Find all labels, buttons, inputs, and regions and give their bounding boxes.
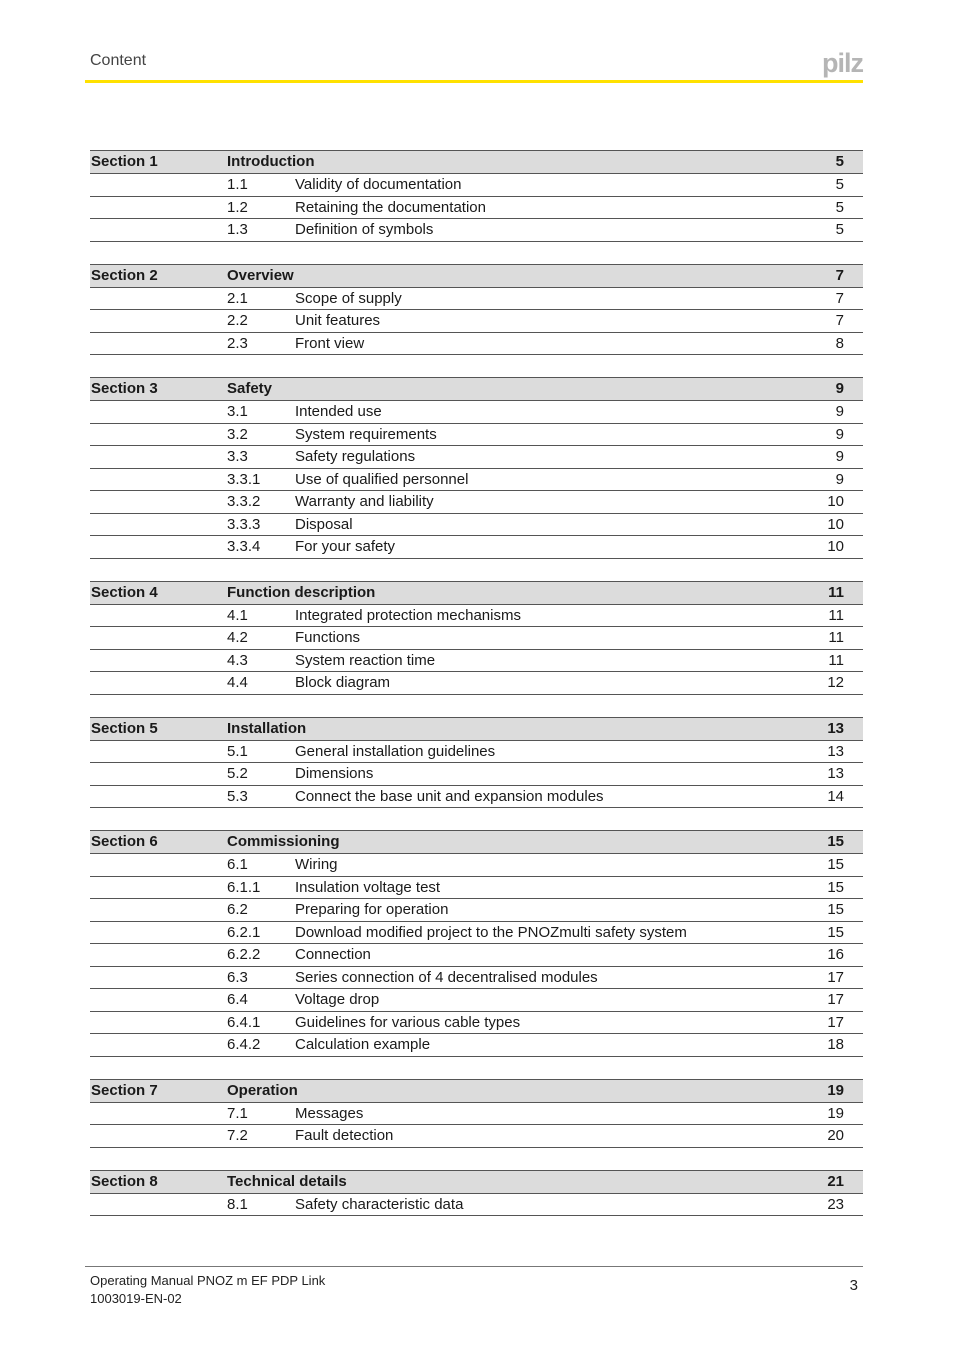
entry-page: 17: [827, 968, 844, 986]
section-page: 21: [827, 1172, 844, 1190]
toc-entry[interactable]: [90, 741, 863, 764]
entry-title: Safety characteristic data: [295, 1195, 464, 1213]
section-title: Commissioning: [227, 833, 340, 850]
entry-number: 6.4.2: [227, 1036, 261, 1053]
entry-title: Dimensions: [295, 765, 374, 782]
entry-number: 3.2: [227, 425, 248, 443]
footer-info: [90, 1272, 325, 1308]
entry-page: 13: [827, 742, 844, 760]
section-page: 15: [827, 833, 844, 850]
toc-section-heading[interactable]: [90, 1170, 863, 1194]
header-divider: [85, 80, 863, 83]
entry-title: Integrated protection mechanisms: [295, 606, 521, 624]
toc-entry[interactable]: [90, 333, 863, 356]
entry-page: 9: [835, 425, 844, 443]
toc-section: [90, 1170, 863, 1217]
toc-section: [90, 377, 863, 559]
toc-entry[interactable]: [90, 786, 863, 809]
entry-title: Validity of documentation: [295, 176, 462, 193]
section-label: Section 2: [91, 266, 158, 284]
entry-page: 13: [827, 765, 844, 782]
entry-page: 10: [827, 515, 844, 533]
entry-number: 4.2: [227, 629, 248, 646]
toc-entry[interactable]: [90, 310, 863, 333]
entry-number: 4.4: [227, 674, 248, 691]
section-title: Technical details: [227, 1172, 347, 1190]
section-label: Section 8: [91, 1172, 158, 1190]
entry-number: 4.1: [227, 606, 248, 624]
header-title: Content: [90, 52, 147, 69]
entry-number: 6.3: [227, 968, 248, 986]
entry-page: 18: [827, 1036, 844, 1053]
section-label: Section 1: [91, 153, 158, 170]
entry-number: 2.3: [227, 334, 248, 352]
entry-page: 8: [835, 334, 844, 352]
section-page: 13: [827, 719, 844, 737]
toc-entry[interactable]: [90, 877, 863, 900]
entry-title: Insulation voltage test: [295, 878, 441, 896]
entry-number: 3.1: [227, 403, 248, 420]
entry-page: 5: [835, 221, 844, 238]
toc-entry[interactable]: [90, 491, 863, 514]
entry-title: Scope of supply: [295, 289, 402, 307]
toc-entry[interactable]: [90, 424, 863, 447]
entry-page: 9: [835, 403, 844, 420]
section-title: Overview: [227, 266, 294, 284]
entry-number: 1.1: [227, 176, 248, 193]
toc-entry[interactable]: [90, 672, 863, 695]
entry-title: Intended use: [295, 403, 382, 420]
entry-title: Front view: [295, 334, 365, 352]
toc-section: [90, 581, 863, 695]
section-page: 5: [835, 153, 844, 170]
entry-page: 5: [835, 198, 844, 216]
toc-entry[interactable]: [90, 174, 863, 197]
entry-page: 10: [827, 538, 844, 555]
entry-number: 3.3.4: [227, 538, 261, 555]
entry-number: 5.1: [227, 742, 248, 760]
entry-page: 11: [828, 629, 844, 646]
entry-number: 2.2: [227, 312, 248, 329]
entry-page: 10: [827, 493, 844, 510]
toc-entry[interactable]: [90, 627, 863, 650]
entry-number: 6.4.1: [227, 1013, 261, 1031]
entry-title: Functions: [295, 629, 361, 646]
entry-number: 6.4: [227, 991, 248, 1008]
entry-title: Messages: [295, 1104, 364, 1122]
toc-section: [90, 1079, 863, 1148]
entry-number: 3.3.2: [227, 493, 261, 510]
entry-number: 4.3: [227, 651, 248, 669]
table-of-contents: [90, 150, 863, 1238]
entry-number: 7.1: [227, 1104, 248, 1122]
entry-title: Wiring: [295, 856, 338, 873]
entry-page: 17: [827, 1013, 844, 1031]
entry-page: 15: [827, 923, 844, 941]
section-label: Section 5: [91, 719, 158, 737]
entry-number: 6.1: [227, 856, 248, 873]
section-label: Section 6: [91, 833, 158, 850]
toc-section-heading[interactable]: [90, 830, 863, 854]
toc-section-heading[interactable]: [90, 717, 863, 741]
entry-title: Voltage drop: [295, 991, 380, 1008]
section-page: 9: [835, 380, 844, 397]
toc-entry[interactable]: [90, 650, 863, 673]
entry-number: 7.2: [227, 1127, 248, 1144]
toc-entry[interactable]: [90, 288, 863, 311]
toc-entry[interactable]: [90, 469, 863, 492]
section-title: Introduction: [227, 153, 315, 170]
section-title: Function description: [227, 583, 376, 601]
pilz-logo: pilz: [822, 48, 863, 78]
entry-title: For your safety: [295, 538, 396, 555]
entry-number: 3.3.1: [227, 470, 261, 488]
entry-page: 9: [835, 470, 844, 488]
entry-page: 11: [828, 606, 844, 624]
entry-number: 2.1: [227, 289, 248, 307]
toc-entry[interactable]: [90, 197, 863, 220]
toc-entry[interactable]: [90, 989, 863, 1012]
entry-title: Preparing for operation: [295, 901, 449, 918]
toc-section: [90, 264, 863, 356]
entry-number: 6.2.2: [227, 946, 261, 963]
toc-section-heading[interactable]: [90, 581, 863, 605]
footer-doc-number: 1003019-EN-02: [90, 1291, 182, 1306]
section-title: Operation: [227, 1081, 298, 1099]
section-page: 11: [828, 583, 844, 601]
section-title: Installation: [227, 719, 307, 737]
section-label: Section 4: [91, 583, 158, 601]
entry-title: Guidelines for various cable types: [295, 1013, 521, 1031]
entry-number: 1.3: [227, 221, 248, 238]
entry-title: Disposal: [295, 515, 353, 533]
footer-manual-title: Operating Manual PNOZ m EF PDP Link: [90, 1273, 326, 1288]
toc-entry[interactable]: [90, 1012, 863, 1035]
entry-page: 7: [835, 289, 844, 307]
entry-number: 5.3: [227, 787, 248, 805]
toc-entry[interactable]: [90, 763, 863, 786]
entry-title: Download modified project to the PNOZmulti safety system: [295, 923, 687, 941]
section-page: 7: [835, 266, 844, 284]
entry-page: 15: [827, 856, 844, 873]
entry-page: 17: [827, 991, 844, 1008]
entry-title: Warranty and liability: [295, 493, 434, 510]
entry-number: 6.2: [227, 901, 248, 918]
toc-entry[interactable]: [90, 1125, 863, 1148]
toc-entry[interactable]: [90, 219, 863, 242]
toc-section-heading[interactable]: [90, 264, 863, 288]
entry-title: General installation guidelines: [295, 742, 496, 760]
entry-title: Unit features: [295, 312, 381, 329]
entry-page: 14: [827, 787, 844, 805]
toc-entry[interactable]: [90, 1034, 863, 1057]
toc-entry[interactable]: [90, 1103, 863, 1126]
page-header: [90, 48, 863, 82]
section-page: 19: [827, 1081, 844, 1099]
entry-page: 11: [828, 651, 844, 669]
entry-page: 12: [827, 674, 844, 691]
toc-section-heading[interactable]: [90, 377, 863, 401]
toc-entry[interactable]: [90, 1194, 863, 1217]
toc-entry[interactable]: [90, 854, 863, 877]
entry-page: 16: [827, 946, 844, 963]
entry-title: Block diagram: [295, 674, 391, 691]
entry-title: Connect the base unit and expansion modules: [295, 787, 604, 805]
toc-entry[interactable]: [90, 944, 863, 967]
entry-number: 6.1.1: [227, 878, 261, 896]
toc-section-heading[interactable]: [90, 150, 863, 174]
section-title: Safety: [227, 380, 273, 397]
entry-number: 6.2.1: [227, 923, 261, 941]
entry-number: 3.3: [227, 448, 248, 465]
entry-title: Retaining the documentation: [295, 198, 486, 216]
toc-entry[interactable]: [90, 446, 863, 469]
toc-entry[interactable]: [90, 967, 863, 990]
toc-section: [90, 150, 863, 242]
entry-page: 20: [827, 1127, 844, 1144]
entry-title: Safety regulations: [295, 448, 416, 465]
page-number: 3: [849, 1277, 858, 1294]
entry-title: Definition of symbols: [295, 221, 434, 238]
footer-divider: [85, 1266, 863, 1267]
toc-section: [90, 830, 863, 1057]
toc-section-heading[interactable]: [90, 1079, 863, 1103]
entry-page: 15: [827, 878, 844, 896]
section-label: Section 7: [91, 1081, 158, 1099]
entry-page: 15: [827, 901, 844, 918]
entry-title: Calculation example: [295, 1036, 431, 1053]
entry-title: Fault detection: [295, 1127, 394, 1144]
toc-entry[interactable]: [90, 899, 863, 922]
section-label: Section 3: [91, 380, 158, 397]
entry-title: System requirements: [295, 425, 437, 443]
entry-title: Use of qualified personnel: [295, 470, 469, 488]
entry-title: Connection: [295, 946, 371, 963]
entry-number: 8.1: [227, 1195, 248, 1213]
entry-title: Series connection of 4 decentralised modules: [295, 968, 598, 986]
entry-page: 23: [827, 1195, 844, 1213]
toc-entry[interactable]: [90, 536, 863, 559]
entry-title: System reaction time: [295, 651, 436, 669]
toc-entry[interactable]: [90, 401, 863, 424]
toc-entry[interactable]: [90, 922, 863, 945]
entry-page: 19: [827, 1104, 844, 1122]
entry-page: 9: [835, 448, 844, 465]
entry-number: 5.2: [227, 765, 248, 782]
entry-number: 3.3.3: [227, 515, 261, 533]
entry-number: 1.2: [227, 198, 248, 216]
toc-section: [90, 717, 863, 809]
toc-entry[interactable]: [90, 514, 863, 537]
entry-page: 7: [835, 312, 844, 329]
entry-page: 5: [835, 176, 844, 193]
toc-entry[interactable]: [90, 605, 863, 628]
